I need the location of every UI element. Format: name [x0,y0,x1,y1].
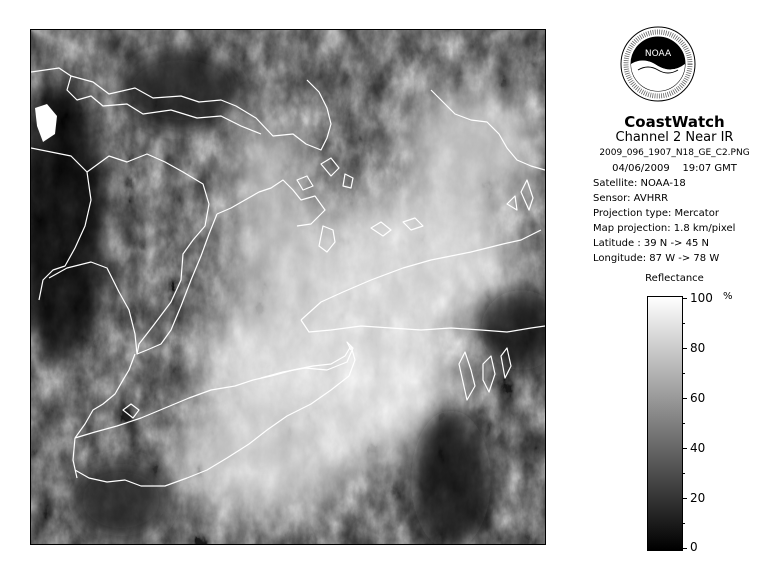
brand-title: CoastWatch [624,113,725,131]
projection-type-info: Projection type: Mercator [593,208,719,219]
colorbar-minor-tick [682,373,685,374]
legend-unit: % [723,291,733,302]
acquisition-date: 04/06/2009 [612,163,670,174]
reflectance-colorbar [647,296,683,551]
colorbar-minor-tick [682,323,685,324]
colorbar-tick [682,348,687,349]
colorbar-tick [682,398,687,399]
colorbar-label-40: 40 [690,441,706,455]
satellite-image-svg [31,30,545,544]
acquisition-datetime [572,163,777,174]
colorbar-label-0: 0 [690,540,698,554]
colorbar-label-20: 20 [690,491,706,505]
colorbar-tick [682,548,687,549]
colorbar-minor-tick [682,473,685,474]
logo-text: NOAA [644,49,672,59]
colorbar-label-60: 60 [690,391,706,405]
colorbar-minor-tick [682,523,685,524]
map-projection-info: Map projection: 1.8 km/pixel [593,223,736,234]
colorbar-label-80: 80 [690,341,706,355]
latitude-info: Latitude : 39 N -> 45 N [593,238,709,249]
colorbar-label-100: 100 [690,291,713,305]
sensor-info: Sensor: AVHRR [593,193,669,204]
colorbar-tick [682,298,687,299]
legend-title: Reflectance [645,273,704,284]
satellite-image [30,29,546,545]
longitude-info: Longitude: 87 W -> 78 W [593,253,720,264]
file-name: 2009_096_1907_N18_GE_C2.PNG [599,148,750,158]
colorbar-tick [682,448,687,449]
noaa-logo [620,26,696,102]
channel-label: Channel 2 Near IR [615,130,734,145]
satellite-info: Satellite: NOAA-18 [593,178,686,189]
colorbar-tick [682,498,687,499]
colorbar-minor-tick [682,423,685,424]
acquisition-time: 19:07 GMT [682,163,737,174]
